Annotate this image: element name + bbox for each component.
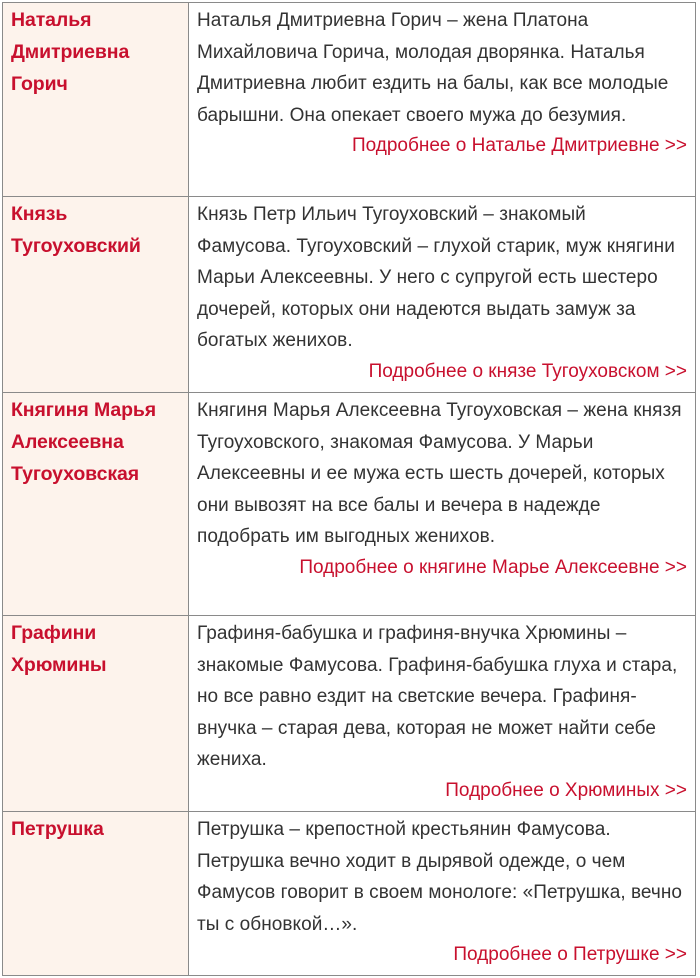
character-name: Княгиня Марья Алексеевна Тугоуховская (11, 399, 157, 485)
character-name-cell (3, 812, 189, 976)
character-description-cell (189, 197, 696, 393)
character-name: Наталья Дмитриевна Горич (11, 9, 130, 95)
character-name-cell (3, 197, 189, 393)
character-name-cell (3, 3, 189, 197)
more-link-petrushka[interactable]: Подробнее о Петрушке >> (453, 944, 687, 965)
table-row (3, 197, 696, 393)
character-description: Княгиня Марья Алексеевна Тугоуховская – жена князя Тугоуховского, знакомая Фамусова. У Марьи Алексеевны и ее мужа есть шесть дочерей, которых они вывозят на все балы и вечера в надежде подобрать им выгодных женихов. (197, 400, 682, 547)
character-name: Графини Хрюмины (11, 622, 107, 676)
character-description-cell (189, 812, 696, 976)
characters-table (2, 2, 696, 976)
character-description: Петрушка – крепостной крестьянин Фамусова. Петрушка вечно ходит в дырявой одежде, о чем Фамусов говорит в своем монологе: «Петрушка, вечно ты с обновкой…». (197, 819, 683, 935)
character-description-cell (189, 3, 696, 197)
character-name: Петрушка (11, 818, 104, 840)
more-link-princess-marya[interactable]: Подробнее о княгине Марье Алексеевне >> (299, 556, 687, 578)
more-link-khryumins[interactable]: Подробнее о Хрюминых >> (445, 779, 687, 801)
table-row (3, 393, 696, 616)
character-description-cell (189, 616, 696, 812)
more-link-natalya[interactable]: Подробнее о Наталье Дмитриевне >> (351, 135, 687, 156)
table-row (3, 3, 696, 197)
table-row (3, 616, 696, 812)
character-name-cell (3, 616, 189, 812)
character-description-cell (189, 393, 696, 616)
character-description: Графиня-бабушка и графиня-внучка Хрюмины – знакомые Фамусова. Графиня-бабушка глуха и стара, но все равно ездит на светские вечера. Графиня-внучка – старая дева, которая не может найти себе жениха. (197, 623, 678, 770)
character-name: Князь Тугоуховский (11, 203, 141, 257)
character-description: Князь Петр Ильич Тугоуховский – знакомый Фамусова. Тугоуховский – глухой старик, муж княгини Марьи Алексеевны. У него с супругой есть шестеро дочерей, которых они надеются выдать замуж за богатых женихов. (197, 204, 675, 351)
more-link-prince-tugoukhovsky[interactable]: Подробнее о князе Тугоуховском >> (368, 360, 687, 382)
character-description: Наталья Дмитриевна Горич – жена Платона Михайловича Горича, молодая дворянка. Наталья Дмитриевна любит ездить на балы, как все молодые барышни. Она опекает своего мужа до безумия. (197, 10, 669, 126)
table-row (3, 812, 696, 976)
character-name-cell (3, 393, 189, 616)
